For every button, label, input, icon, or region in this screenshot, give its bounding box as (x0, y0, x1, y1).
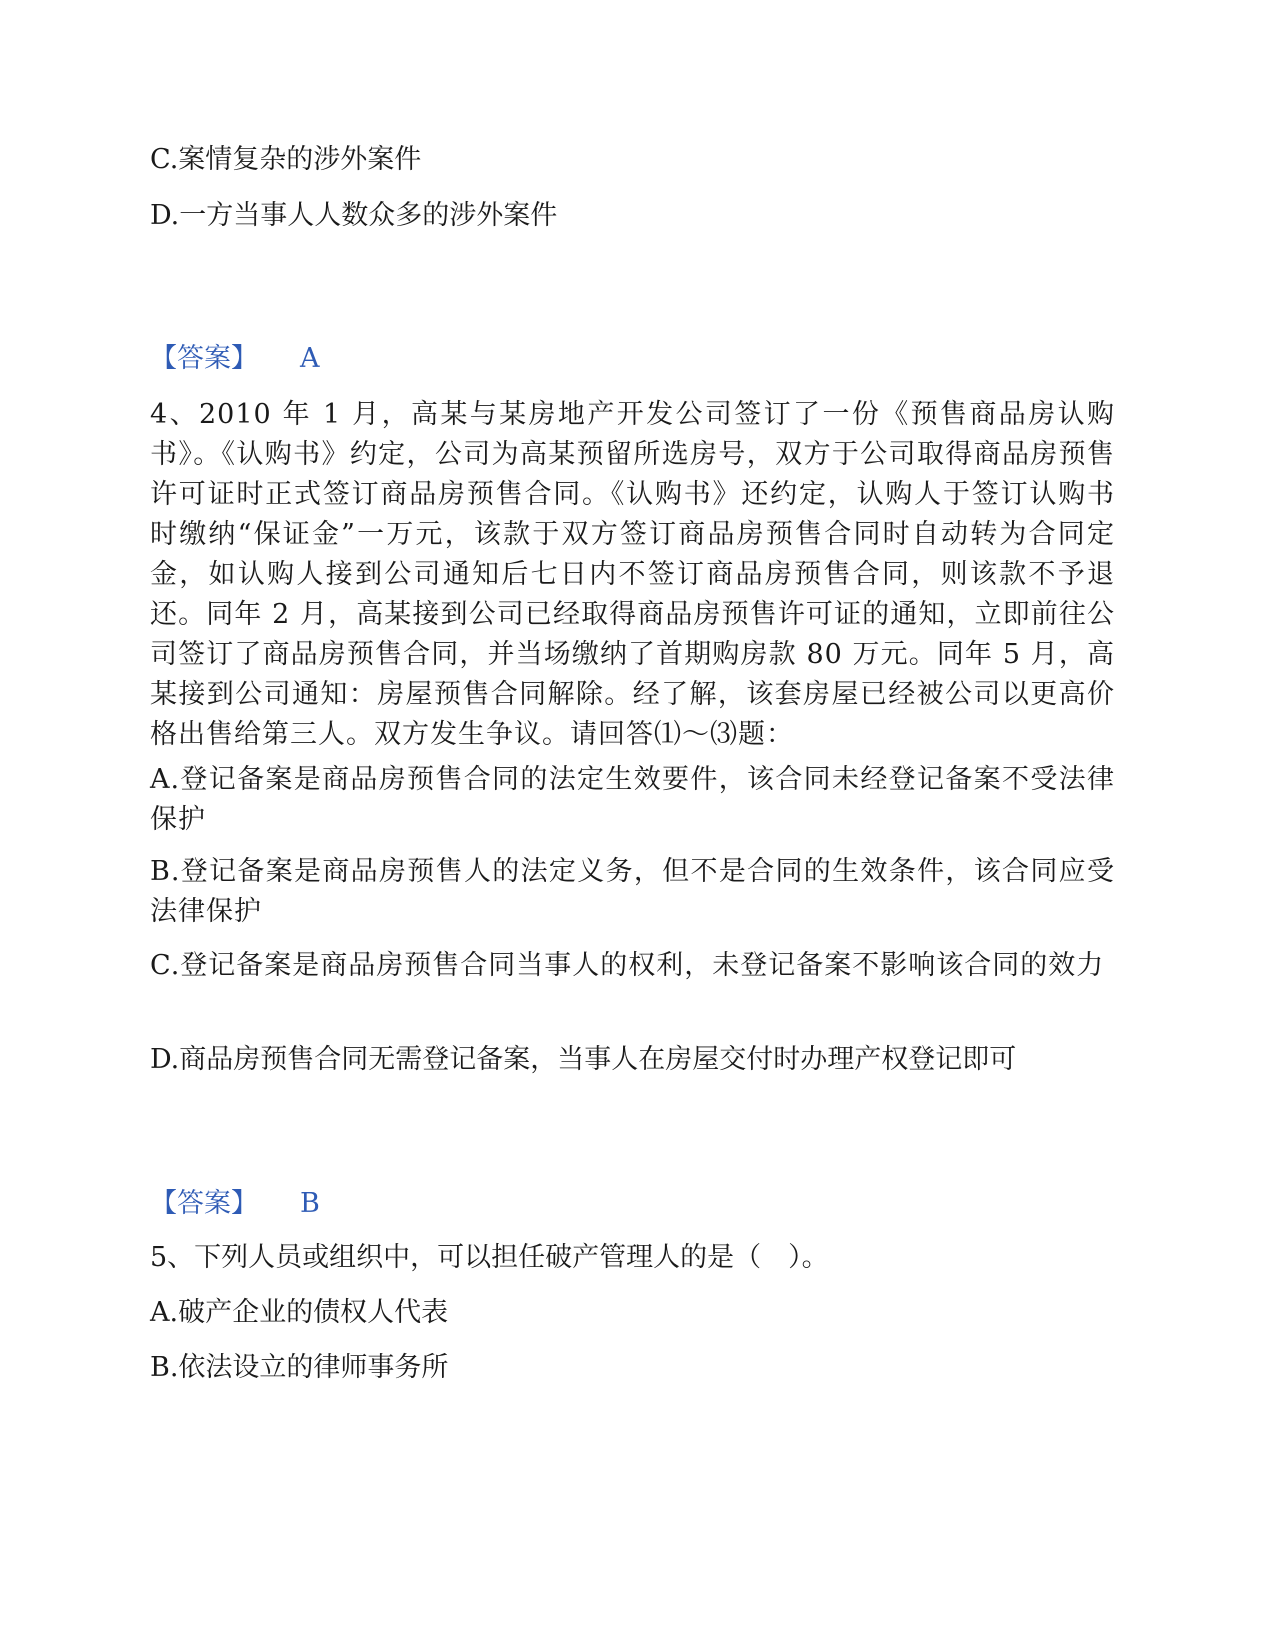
answer-label: 【答案】 (150, 343, 258, 374)
q4-option-b: B.登记备案是商品房预售人的法定义务，但不是合同的生效条件，该合同应受法律保护 (150, 856, 1115, 927)
q3-option-d: D.一方当事人人数众多的涉外案件 (150, 200, 558, 231)
q5-option-a: A.破产企业的债权人代表 (150, 1297, 449, 1328)
q4-option-a: A.登记备案是商品房预售合同的法定生效要件，该合同未经登记备案不受法律保护 (150, 764, 1115, 835)
q3-answer (150, 339, 320, 379)
q4-answer (150, 1184, 320, 1224)
answer-label: 【答案】 (150, 1188, 258, 1219)
q4-option-d: D.商品房预售合同无需登记备案，当事人在房屋交付时办理产权登记即可 (150, 1044, 1017, 1075)
answer-value: B (300, 1188, 320, 1219)
q4-stem: 4、2010 年 1 月，高某与某房地产开发公司签订了一份《预售商品房认购书》。《认购书》约定，公司为高某预留所选房号，双方于公司取得商品房预售许可证时正式签订商品房预售合同。《认购书》还约定，认购人于签订认购书时缴纳“保证金”一万元，该款于双方签订商品房预售合同时自动转为合同定金，如认购人接到公司通知后七日内不签订商品房预售合同，则该款不予退还。同年 2 月，高某接到公司已经取得商品房预售许可证的通知，立即前往公司签订了商品房预售合同，并当场缴纳了首期购房款 80 万元。同年 5 月，高某接到公司通知：房屋预售合同解除。经了解，该套房屋已经被公司以更高价格出售给第三人。双方发生争议。请回答⑴～⑶题： (150, 399, 1115, 750)
answer-value: A (300, 343, 320, 374)
q4-option-c: C.登记备案是商品房预售合同当事人的权利，未登记备案不影响该合同的效力 (150, 950, 1105, 981)
q3-option-c: C.案情复杂的涉外案件 (150, 144, 422, 175)
q5-stem: 5、下列人员或组织中，可以担任破产管理人的是（ ）。 (150, 1242, 829, 1273)
q5-option-b: B.依法设立的律师事务所 (150, 1352, 449, 1383)
